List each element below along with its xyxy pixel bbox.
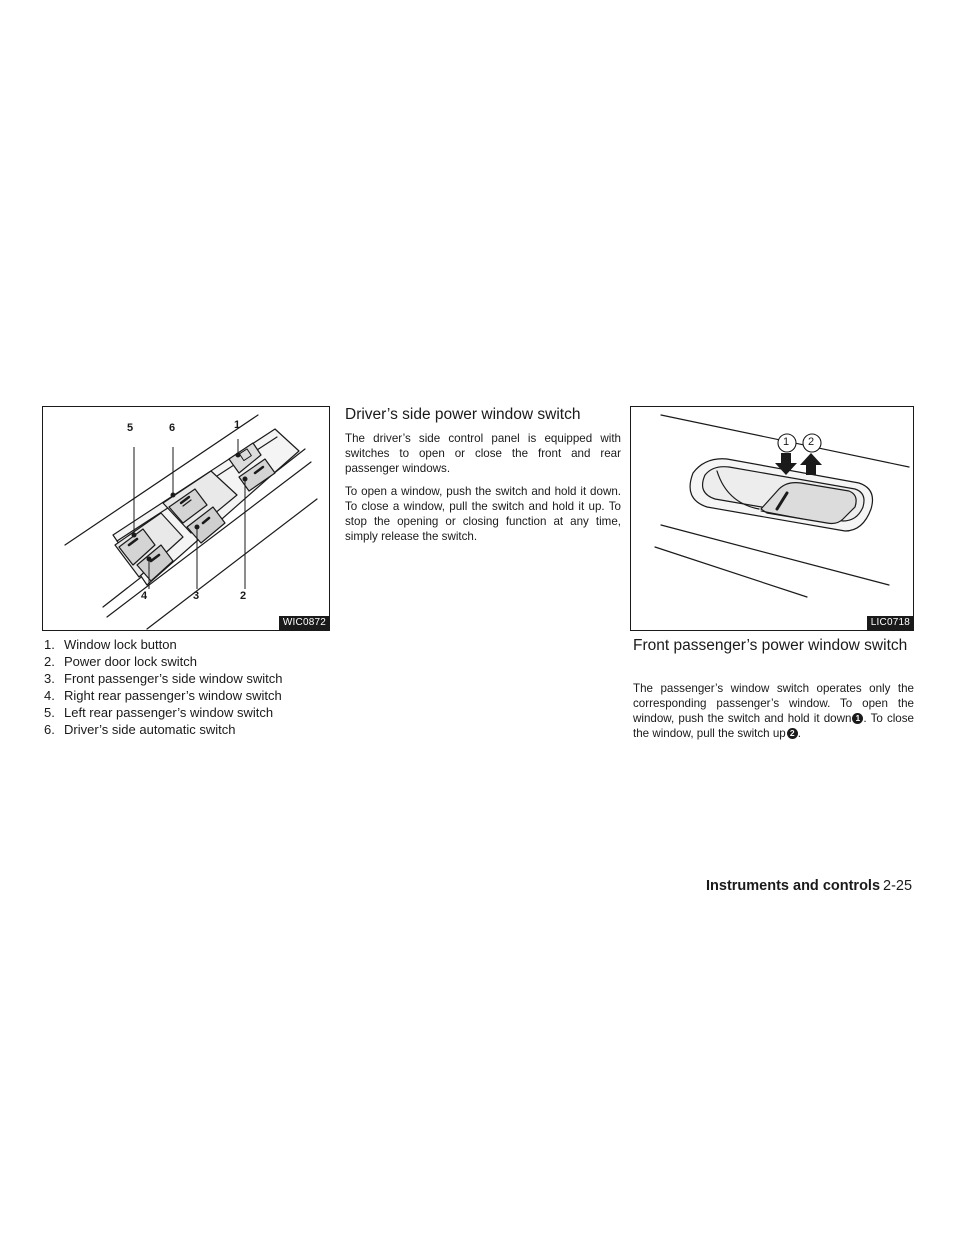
switch-panel-figure xyxy=(42,406,330,631)
callout-1: 1 xyxy=(783,436,790,448)
driver-section-heading: Driver’s side power window switch xyxy=(345,406,581,423)
ref-marker-2: 2 xyxy=(787,728,798,739)
legend-item: 5. Left rear passenger’s window switch xyxy=(44,705,274,720)
callout-2: 2 xyxy=(808,436,815,448)
legend-item: 2. Power door lock switch xyxy=(44,654,197,669)
passenger-switch-illustration xyxy=(631,407,914,631)
callout-3: 3 xyxy=(193,590,200,602)
legend-item: 3. Front passenger’s side window switch xyxy=(44,671,283,686)
ref-marker-1: 1 xyxy=(852,713,863,724)
legend-item: 4. Right rear passenger’s window switch xyxy=(44,688,282,703)
passenger-switch-figure xyxy=(630,406,914,631)
legend-item: 1. Window lock button xyxy=(44,637,177,652)
callout-4: 4 xyxy=(141,590,148,602)
driver-paragraph-1: The driver’s side control panel is equipped with switches to open or close the front and rear passenger windows. xyxy=(345,432,621,475)
callout-6: 6 xyxy=(169,422,176,434)
passenger-paragraph: The passenger’s window switch operates only the corresponding passenger’s window. To open the window, push the switch and hold it down 1 . To close the window, pull the switch up 2 . xyxy=(633,682,915,740)
figure-code: WIC0872 xyxy=(279,616,329,630)
footer-section-title: Instruments and controls xyxy=(706,878,881,894)
switch-panel-illustration xyxy=(43,407,330,631)
legend-item: 6. Driver’s side automatic switch xyxy=(44,722,236,737)
page-number: 2-25 xyxy=(883,878,913,894)
driver-paragraph-2: To open a window, push the switch and hold it down. To close a window, pull the switch and hold it up. To stop the opening or closing function at any time, simply release the switch. xyxy=(345,485,621,543)
switch-legend xyxy=(44,636,334,738)
passenger-section-heading: Front passenger’s power window switch xyxy=(633,637,908,654)
callout-2: 2 xyxy=(240,590,247,602)
callout-1: 1 xyxy=(234,419,241,431)
figure-code: LIC0718 xyxy=(867,616,913,630)
callout-5: 5 xyxy=(127,422,134,434)
